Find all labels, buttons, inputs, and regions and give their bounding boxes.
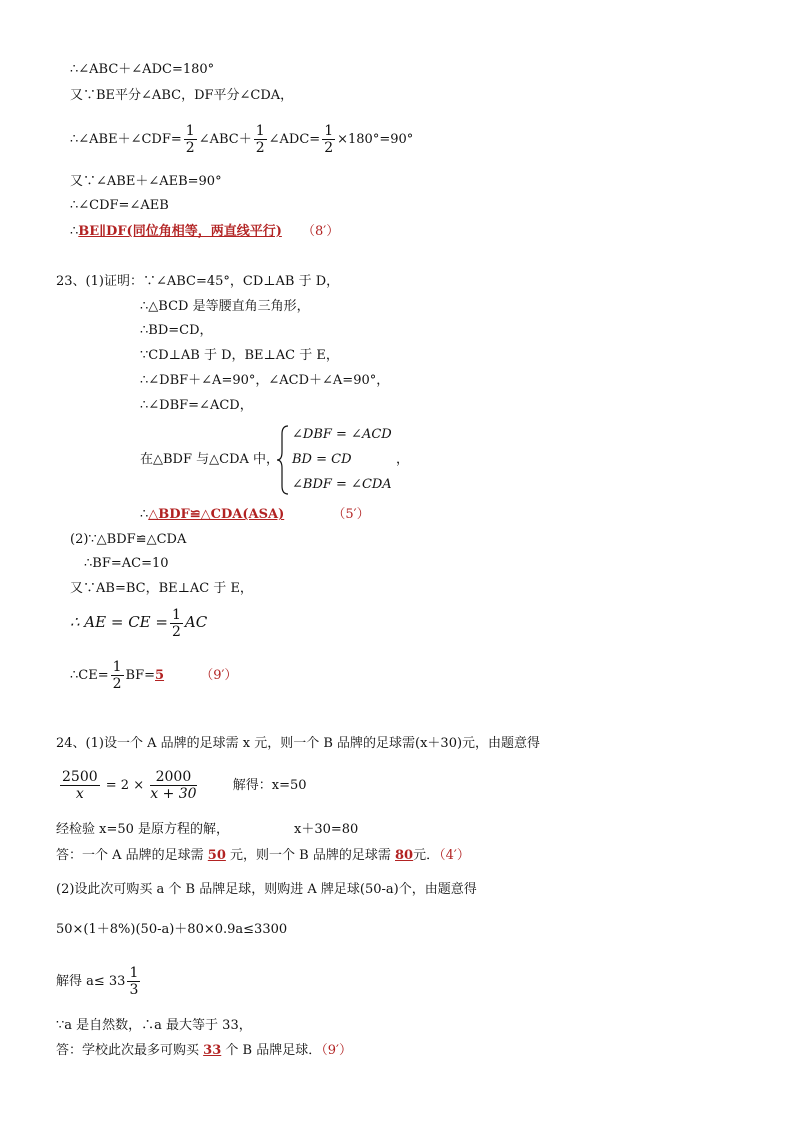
fraction-denominator: 2 bbox=[324, 140, 334, 156]
p24-answer-price-a: 50 bbox=[207, 848, 226, 863]
p23-line-9: (2)∵△BDF≌△CDA bbox=[70, 532, 187, 547]
p22-line-3-post: ×180°=90° bbox=[337, 132, 414, 147]
p24-line-7 bbox=[56, 962, 142, 1002]
p24-line-1: 24、(1)设一个 A 品牌的足球需 x 元，则一个 B 品牌的足球需(x＋30)元，由题意得 bbox=[56, 736, 541, 751]
fraction-half-3 bbox=[322, 123, 335, 156]
p23-line-11: 又∵AB=BC，BE⊥AC 于 E， bbox=[70, 581, 253, 596]
fraction-numerator: 1 bbox=[185, 123, 195, 139]
fraction-denominator: 2 bbox=[185, 140, 195, 156]
p23-answer-2: 5 bbox=[155, 668, 165, 683]
fraction-numerator: 1 bbox=[112, 659, 122, 675]
p23-system-eq-1: ∠DBF = ∠ACD bbox=[292, 427, 392, 442]
p22-line-3 bbox=[70, 120, 413, 160]
p22-line-5: ∴∠CDF=∠AEB bbox=[70, 198, 169, 213]
fraction-numerator: 1 bbox=[324, 123, 334, 139]
fraction-2500-over-x bbox=[60, 769, 100, 802]
p24-line-3a: 经检验 x=50 是原方程的解， bbox=[56, 822, 230, 837]
p23-line-13-pre: ∴CE= bbox=[70, 668, 109, 683]
p24-line-9-b: 个 B 品牌足球． bbox=[225, 1043, 322, 1058]
p24-line-9-a: 答：学校此次最多可购买 bbox=[56, 1043, 200, 1058]
fraction-denominator: x + 30 bbox=[150, 786, 197, 802]
fraction-denominator: x bbox=[75, 786, 84, 802]
p22-score-mark: （8′） bbox=[302, 224, 340, 239]
p24-line-4-a: 答：一个 A 品牌的足球需 bbox=[56, 848, 204, 863]
fraction-numerator: 1 bbox=[129, 965, 139, 981]
p23-line-1: 23、(1)证明：∵∠ABC=45°，CD⊥AB 于 D， bbox=[56, 274, 340, 289]
p24-line-4 bbox=[56, 848, 470, 864]
p24-line-4-b: 元，则一个 B 品牌的足球需 bbox=[230, 848, 391, 863]
p24-line-3b: x＋30=80 bbox=[294, 822, 359, 837]
p24-line-5: (2)设此次可购买 a 个 B 品牌足球，则购进 A 牌足球(50-a)个，由题意得 bbox=[56, 882, 477, 897]
fraction-half-5 bbox=[111, 659, 124, 692]
p23-score-mark-2: （9′） bbox=[200, 668, 238, 683]
p22-line-2: 又∵BE平分∠ABC，DF平分∠CDA， bbox=[70, 88, 294, 103]
p23-line-6: ∴∠DBF=∠ACD， bbox=[140, 398, 253, 413]
fraction-numerator: 2000 bbox=[150, 769, 196, 786]
p23-line-12 bbox=[70, 602, 207, 642]
p23-line-3: ∴BD=CD， bbox=[140, 323, 213, 338]
p22-line-3-pre: ∴∠ABE＋∠CDF= bbox=[70, 132, 182, 147]
p22-line-3-mid2: ∠ADC= bbox=[268, 132, 321, 147]
p22-line-6 bbox=[70, 224, 339, 240]
p22-line-3-mid1: ∠ABC＋ bbox=[198, 132, 252, 147]
p23-line-7: 在△BDF 与△CDA 中， bbox=[140, 452, 280, 467]
p22-line-4: 又∵∠ABE＋∠AEB=90° bbox=[70, 174, 222, 189]
fraction-numerator: 2500 bbox=[62, 769, 98, 785]
p24-equation bbox=[58, 766, 307, 806]
p24-answer-price-b: 80 bbox=[395, 848, 414, 863]
fraction-denominator: 2 bbox=[171, 623, 181, 640]
p23-system-eq-2: BD = CD bbox=[292, 452, 352, 467]
p23-answer-1: △BDF≌△CDA(ASA) bbox=[148, 507, 285, 522]
fraction-half-2 bbox=[254, 123, 267, 156]
fraction-denominator: 3 bbox=[129, 982, 139, 998]
p24-line-9 bbox=[56, 1043, 352, 1059]
fraction-numerator: 1 bbox=[171, 606, 181, 623]
fraction-denominator: 2 bbox=[255, 140, 265, 156]
p23-line-2: ∴△BCD 是等腰直角三角形， bbox=[140, 299, 310, 314]
p23-therefore: ∴ bbox=[140, 507, 149, 522]
p23-line-12-post: AC bbox=[184, 613, 208, 631]
fraction-2000-over-x-plus-30 bbox=[150, 769, 196, 802]
p23-line-8 bbox=[140, 507, 370, 523]
p22-therefore: ∴ bbox=[70, 224, 79, 239]
p22-answer: BE∥DF(同位角相等，两直线平行) bbox=[78, 224, 282, 239]
p24-answer-count: 33 bbox=[203, 1043, 222, 1058]
p23-score-mark-1: （5′） bbox=[332, 507, 370, 522]
p24-score-mark-1: （4′） bbox=[439, 848, 470, 863]
fraction-half-1 bbox=[184, 123, 197, 156]
p22-line-1: ∴∠ABC＋∠ADC=180° bbox=[70, 62, 215, 77]
fraction-half-4 bbox=[170, 607, 183, 640]
p23-line-10: ∴BF=AC=10 bbox=[84, 556, 169, 571]
p24-solution: 解得：x=50 bbox=[232, 778, 307, 793]
left-brace-icon bbox=[276, 424, 290, 496]
p24-line-7-pre: 解得 a≤ 33 bbox=[56, 974, 126, 989]
p23-line-13 bbox=[70, 656, 237, 696]
p24-line-4-c: 元． bbox=[413, 848, 440, 863]
fraction-one-third bbox=[127, 965, 140, 998]
fraction-numerator: 1 bbox=[255, 123, 265, 139]
p23-line-12-pre: ∴ AE = CE = bbox=[70, 613, 168, 631]
p24-score-mark-2: （9′） bbox=[321, 1043, 352, 1058]
p23-line-13-mid: BF= bbox=[125, 668, 155, 683]
p23-system-comma: ， bbox=[396, 452, 410, 467]
p23-line-5: ∴∠DBF＋∠A=90°，∠ACD＋∠A=90°， bbox=[140, 373, 390, 388]
p24-equation-mid: = 2 × bbox=[105, 778, 145, 793]
p24-line-8: ∵a 是自然数，∴a 最大等于 33， bbox=[56, 1018, 252, 1033]
p24-line-6: 50×(1＋8%)(50-a)＋80×0.9a≤3300 bbox=[56, 922, 288, 937]
fraction-denominator: 2 bbox=[112, 676, 122, 692]
p23-line-4: ∵CD⊥AB 于 D，BE⊥AC 于 E， bbox=[140, 348, 339, 363]
p23-system-eq-3: ∠BDF = ∠CDA bbox=[292, 477, 392, 492]
